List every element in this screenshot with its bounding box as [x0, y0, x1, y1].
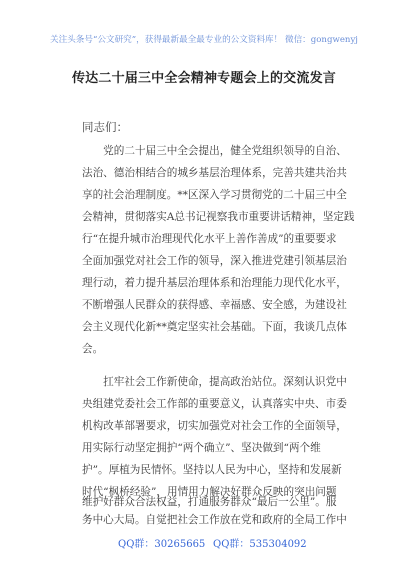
body-line: 时代“枫桥经验”，用情用力解决好群众反映的突出问题 [82, 486, 337, 498]
body-line: 党的二十届三中全会提出，健全党组织领导的自治、 [82, 145, 347, 157]
body-line: 用实际行动坚定拥护“两个确立”、坚决做到“两个维 [82, 442, 321, 454]
footer-qq-group-2: QQ群：535304092 [213, 539, 307, 550]
salutation: 同志们： [82, 120, 128, 134]
body-line: 会。 [82, 343, 104, 355]
body-line: 不断增强人民群众的获得感、幸福感、安全感，为建设社 [82, 299, 347, 311]
footer-qq-group-1: QQ群：30265665 [118, 539, 206, 550]
body-line: 务中心大局。自觉把社会工作放在党和政府的全局工作中 [82, 514, 347, 526]
body-line: 会精神，贯彻落实A总书记视察我市重要讲话精神，坚定践 [82, 211, 355, 223]
body-line: 维护好群众合法权益，打通服务群众“最后一公里”。服 [82, 496, 337, 508]
document-title: 传达二十届三中全会精神专题会上的交流发言 [71, 71, 336, 86]
body-line: 全面加强党对社会工作的领导，深入推进党建引领基层治 [82, 255, 347, 267]
body-line: 理行动，着力提升基层治理体系和治理能力现代化水平， [82, 277, 347, 289]
top-banner: 关注头条号“公文研究”，获得最新最全最专业的公文资料库！ 微信：gongwenyj [50, 35, 358, 45]
body-line: 行“在提升城市治理现代化水平上善作善成”的重要要求 [82, 233, 337, 245]
body-line: 扛牢社会工作新使命，提高政治站位。深刻认识党中 [82, 376, 347, 388]
body-line: 护”。厚植为民情怀。坚持以人民为中心，坚持和发展新 [82, 464, 342, 476]
body-line: 会主义现代化新**奠定坚实社会基础。下面，我谈几点体 [82, 321, 347, 333]
body-line: 机构改革部署要求，切实加强党对社会工作的全面领导， [82, 420, 347, 432]
body-line: 央组建党委社会工作部的重要意义，认真落实中央、市委 [82, 398, 347, 410]
body-line: 法治、德治相结合的城乡基层治理体系，完善共建共治共 [82, 167, 347, 179]
body-line: 享的社会治理制度。**区深入学习贯彻党的二十届三中全 [82, 189, 347, 201]
